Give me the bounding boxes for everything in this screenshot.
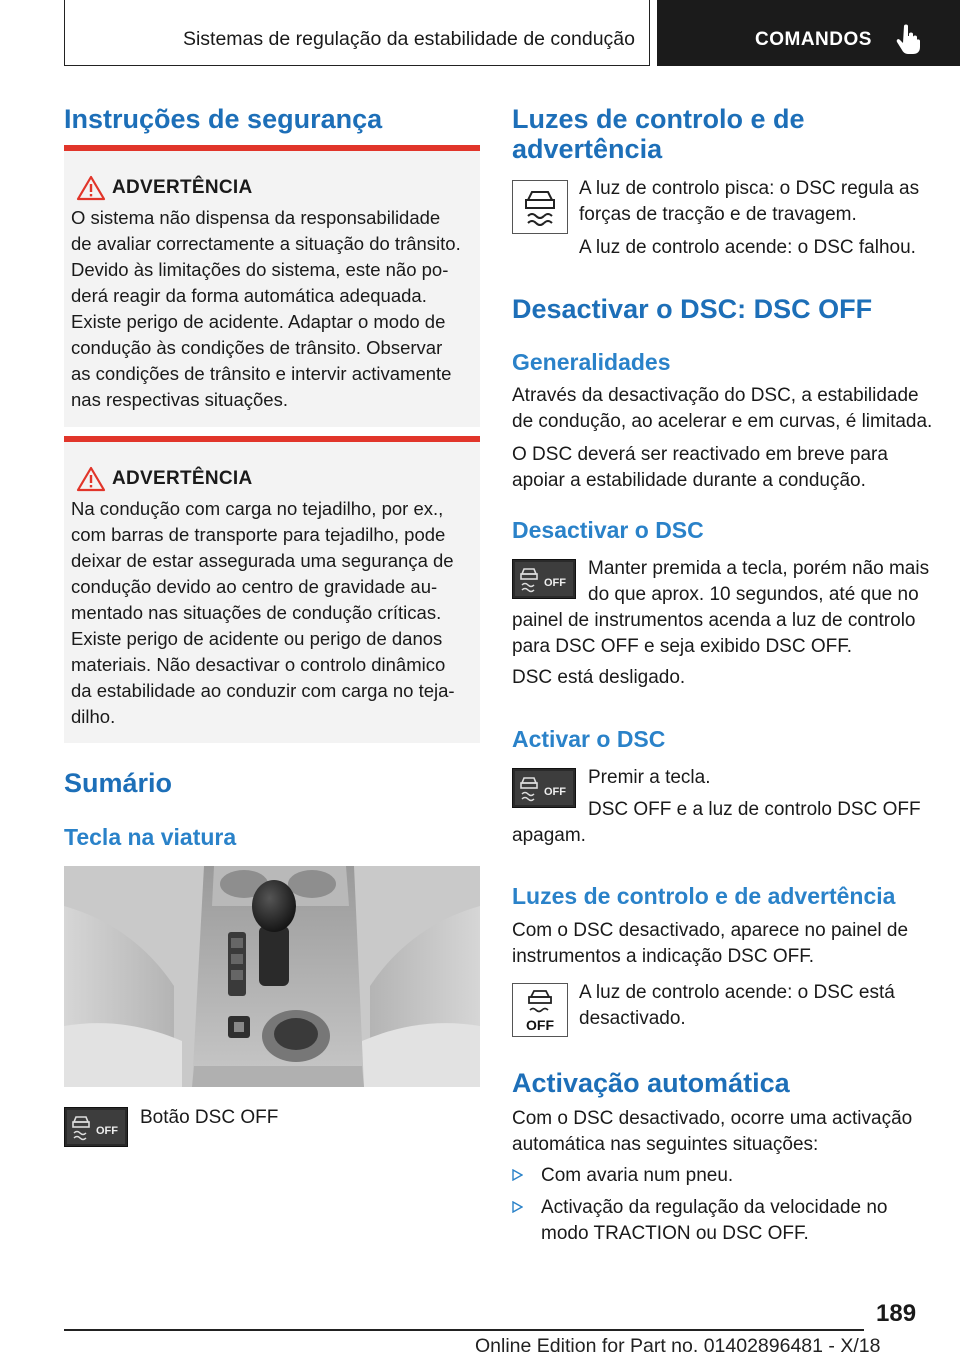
warning-box-2 <box>64 436 480 743</box>
footer-divider <box>64 1329 864 1331</box>
general-text-1b: de condução, ao acelerar e em curvas, é limitada. <box>512 411 933 432</box>
summary-heading: Sumário <box>64 768 173 798</box>
warning-text-2: Na condução com carga no tejadilho, por ex., com barras de transporte para tejadilho, pode deixar de estar assegurada uma segurança de condução devido ao centro de gravidade au- mentado nas situações de condução críticas. Existe perigo de acidente ou perigo de danos materiais. Não desactivar o controlo dinâmico da estabilidade ao conduzir com carga no teja- dilho. <box>71 498 455 727</box>
svg-text:OFF: OFF <box>526 1017 554 1033</box>
activate-text-2a: DSC OFF e a luz de controlo DSC OFF <box>588 799 921 820</box>
triangle-bullet-icon <box>512 1169 523 1181</box>
auto-activation-heading: Activação automática <box>512 1068 790 1098</box>
warning-text-1: O sistema não dispensa da responsabilidade de avaliar correctamente a situação do trânsito. Devido às limitações do sistema, este não po- derá reagir da forma automática adequada. Existe perigo de acidente. Adaptar o modo de condução às condições de trânsito. Observar as condições de trânsito e intervir activamente nas respectivas situações. <box>71 207 461 410</box>
lights2-text-1b: instrumentos a indicação DSC OFF. <box>512 946 815 967</box>
lights2-heading: Luzes de controlo e de advertência <box>512 883 896 909</box>
dsc-warning-light-icon <box>512 180 568 234</box>
section-title: Sistemas de regulação da estabilidade de condução <box>182 28 635 50</box>
chapter-tab[interactable] <box>657 0 960 66</box>
dsc-off-button-icon <box>512 559 576 599</box>
auto-text-a: Com o DSC desactivado, ocorre uma activação <box>512 1108 913 1129</box>
general-text-1a: Através da desactivação do DSC, a estabilidade <box>512 385 919 406</box>
activate-text-2b: apagam. <box>512 825 586 846</box>
deactivate-heading: Desactivar o DSC: DSC OFF <box>512 294 873 324</box>
button-caption: Botão DSC OFF <box>140 1107 279 1128</box>
deactivate-text-1a: Manter premida a tecla, porém não mais <box>588 558 930 579</box>
deactivate-text-1b: do que aprox. 10 segundos, até que no <box>588 584 919 605</box>
warning-triangle-icon <box>76 466 106 492</box>
lights-text-1b: forças de tracção e de travagem. <box>579 204 857 225</box>
auto-text-b: automática nas seguintes situações: <box>512 1134 819 1155</box>
deactivate-text-1d: para DSC OFF e seja exibido DSC OFF. <box>512 636 852 657</box>
list-item: Activação da regulação da velocidade no modo TRACTION ou DSC OFF. <box>512 1195 887 1247</box>
chapter-tab-label: COMANDOS <box>755 29 872 50</box>
svg-text:OFF: OFF <box>544 577 566 589</box>
triangle-bullet-icon <box>512 1201 523 1213</box>
warning-triangle-icon <box>76 175 106 201</box>
center-console-photo <box>64 866 480 1087</box>
deactivate-dsc-heading: Desactivar o DSC <box>512 517 704 543</box>
lights-text-1a: A luz de controlo pisca: o DSC regula as <box>579 178 920 199</box>
footer-edition: Online Edition for Part no. 01402896481 - X/18 <box>475 1335 881 1357</box>
page-number: 189 <box>876 1300 917 1327</box>
activate-text-1: Premir a tecla. <box>588 767 711 788</box>
general-text-2a: O DSC deverá ser reactivado em breve para <box>512 444 888 465</box>
deactivate-text-1c: painel de instrumentos acenda a luz de controlo <box>512 610 916 631</box>
safety-heading: Instruções de segurança <box>64 104 383 134</box>
deactivate-text-2: DSC está desligado. <box>512 667 686 688</box>
lights2-text-2a: A luz de controlo acende: o DSC está <box>579 982 895 1003</box>
warning-title-1: ADVERTÊNCIA <box>112 177 253 198</box>
warning-title-2: ADVERTÊNCIA <box>112 468 253 489</box>
dsc-off-button-icon <box>64 1107 128 1147</box>
list-item: Com avaria num pneu. <box>512 1163 733 1189</box>
lights-heading-line1: Luzes de controlo e de <box>512 104 805 134</box>
center-console-illustration <box>64 866 480 1087</box>
general-text-2b: apoiar a estabilidade durante a condução. <box>512 470 866 491</box>
pointing-hand-icon <box>895 24 921 54</box>
button-heading: Tecla na viatura <box>64 824 237 850</box>
dsc-off-warning-light-icon <box>512 983 568 1037</box>
dsc-off-button-icon <box>512 768 576 808</box>
general-heading: Generalidades <box>512 349 671 375</box>
lights2-text-1a: Com o DSC desactivado, aparece no painel de <box>512 920 909 941</box>
warning-box-1 <box>64 145 480 427</box>
header-box <box>64 0 650 66</box>
svg-text:OFF: OFF <box>544 786 566 798</box>
lights-text-2: A luz de controlo acende: o DSC falhou. <box>579 237 916 258</box>
lights-heading-line2: advertência <box>512 134 663 164</box>
svg-text:OFF: OFF <box>96 1125 118 1137</box>
activate-dsc-heading: Activar o DSC <box>512 726 666 752</box>
lights2-text-2b: desactivado. <box>579 1008 686 1029</box>
